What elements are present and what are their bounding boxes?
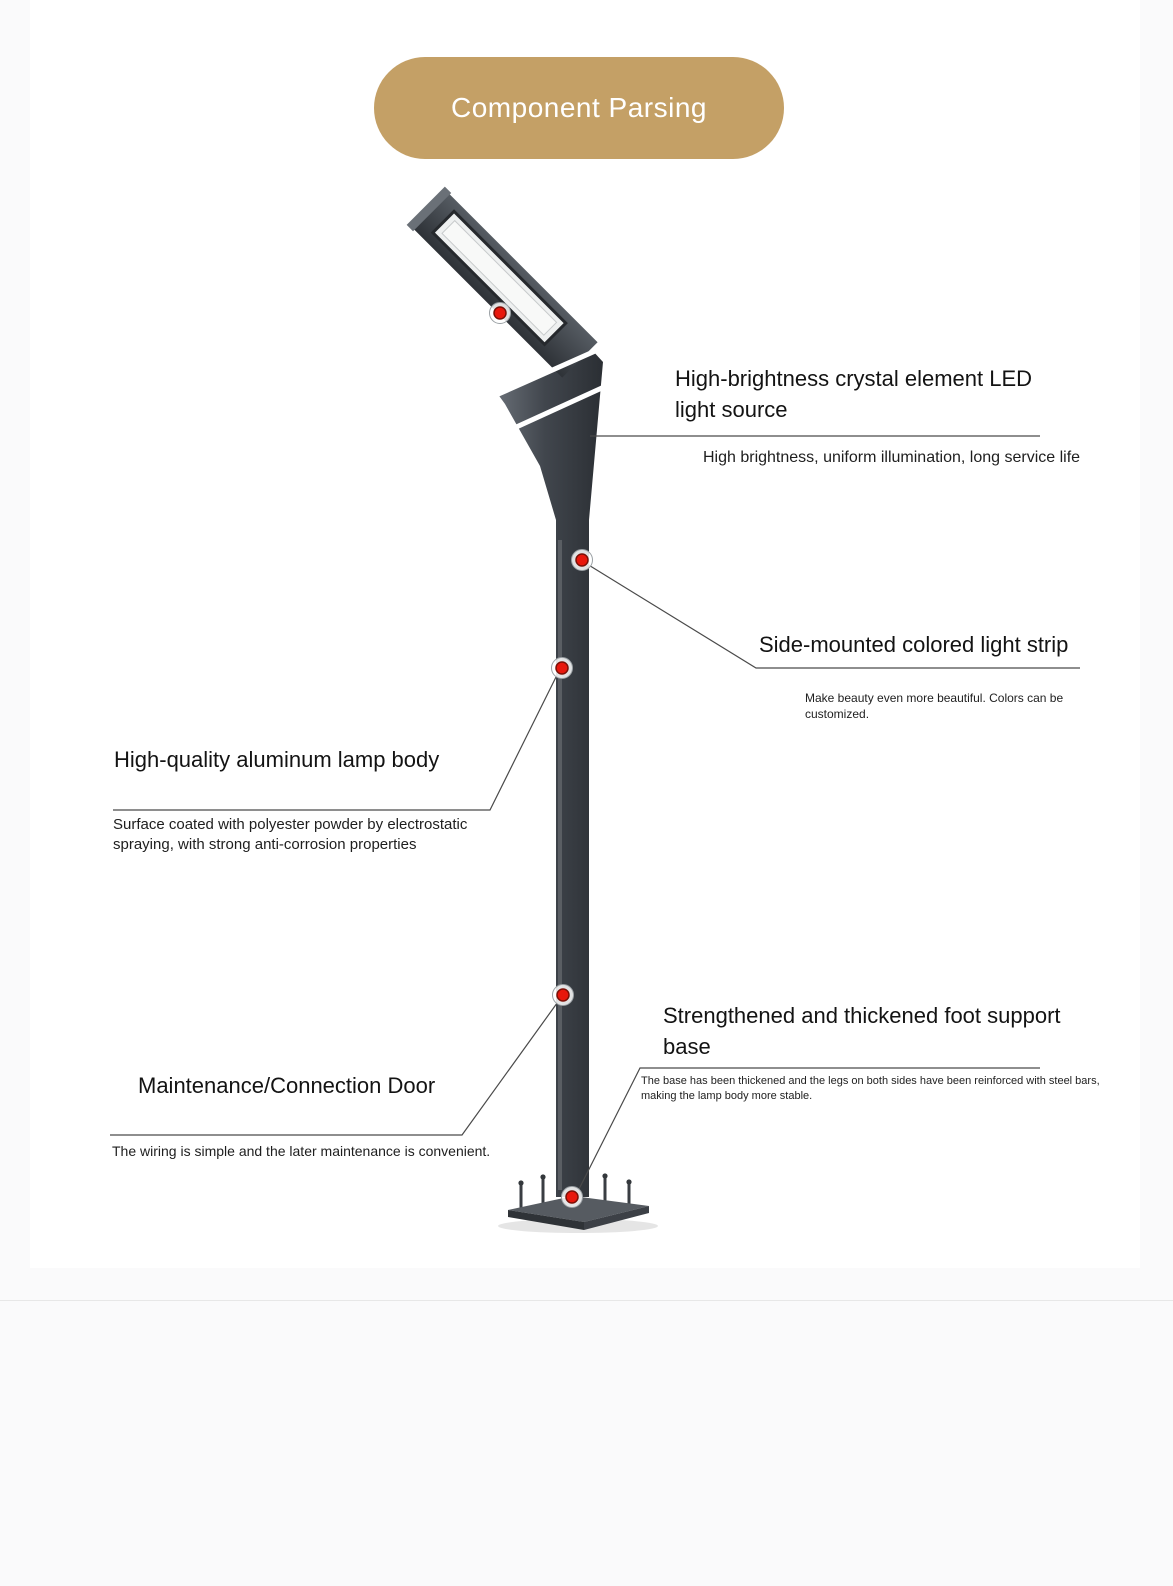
lamp-pole [497,350,603,1197]
lamp-head [407,187,599,379]
indicator-dot-base [562,1187,583,1208]
callout-desc-colored-light-strip: Make beauty even more beautiful. Colors can be customized. [805,691,1064,721]
lamp-post-illustration [407,187,658,1233]
callout-title-aluminum-lamp-body: High-quality aluminum lamp body [114,747,440,772]
indicator-dot-strip [572,550,593,571]
callout-title-foot-support-base: Strengthened and thickened foot support base [663,1003,1061,1059]
indicator-dot-door [553,985,574,1006]
pole-highlight [558,540,562,1190]
leader-door [110,999,560,1135]
callout-title-led-light-source: High-brightness crystal element LED light source [675,366,1033,422]
indicator-dot-body [552,658,573,679]
section-badge [374,57,784,159]
callout-desc-foot-support-base: The base has been thickened and the legs on both sides have been reinforced with steel bars, making the lamp body more stable. [641,1075,1100,1102]
indicator-dot-led [490,303,511,324]
callout-title-maintenance-door: Maintenance/Connection Door [138,1073,436,1098]
callout-desc-maintenance-door: The wiring is simple and the later maintenance is convenient. [112,1143,491,1159]
leader-body [113,671,559,810]
callout-desc-aluminum-lamp-body: Surface coated with polyester powder by electrostatic spraying, with strong anti-corrosion properties [113,816,468,853]
section-badge-label: Component Parsing [451,92,707,123]
callout-desc-led-light-source: High brightness, uniform illumination, long service life [703,449,1081,466]
callout-title-colored-light-strip: Side-mounted colored light strip [759,632,1069,657]
section-divider [0,1300,1173,1301]
